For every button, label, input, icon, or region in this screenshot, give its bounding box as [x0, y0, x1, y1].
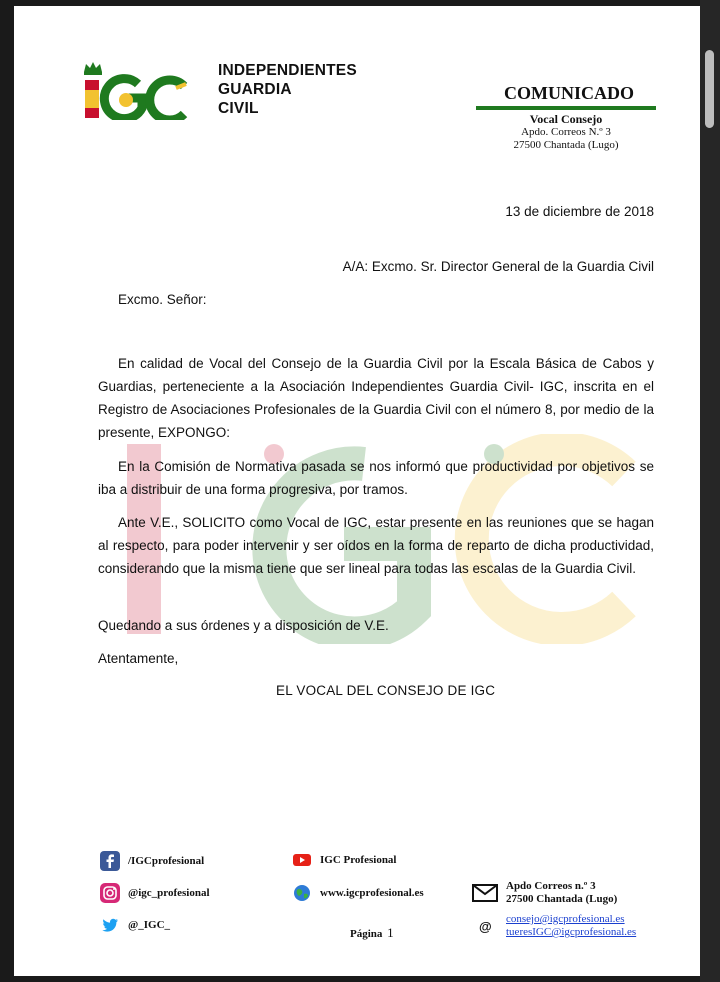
address-line: Apdo Correos n.º 3 — [506, 880, 596, 892]
closing-line: Quedando a sus órdenes y a disposición de V.E. — [98, 618, 389, 633]
heading-divider — [476, 106, 656, 110]
footer-facebook[interactable] — [100, 851, 204, 871]
globe-icon — [292, 883, 312, 903]
signature-line: EL VOCAL DEL CONSEJO DE IGC — [276, 683, 496, 698]
at-icon: @ — [479, 919, 492, 934]
vocal-address-line: Apdo. Correos N.º 3 — [521, 126, 611, 138]
email-links — [506, 913, 636, 939]
email-link[interactable]: tueresIGC@igcprofesional.es — [506, 926, 637, 938]
scrollbar-thumb[interactable] — [705, 50, 714, 128]
page-number — [350, 925, 394, 941]
facebook-handle: /IGCprofesional — [128, 855, 205, 867]
vocal-block — [476, 112, 656, 152]
page-number-value: 1 — [387, 925, 394, 940]
comunicado-heading: COMUNICADO — [504, 83, 634, 103]
closing-line: Atentamente, — [98, 651, 179, 666]
address-line: 27500 Chantada (Lugo) — [506, 893, 618, 905]
org-line: INDEPENDIENTES — [218, 62, 357, 79]
viewer-edge — [700, 0, 720, 982]
email-link[interactable]: consejo@igcprofesional.es — [506, 913, 625, 925]
mail-icon — [472, 884, 498, 902]
vocal-title: Vocal Consejo — [529, 112, 603, 126]
organization-name — [218, 61, 357, 118]
twitter-handle: @_IGC_ — [128, 919, 171, 931]
footer-youtube[interactable] — [292, 852, 397, 868]
instagram-icon — [100, 883, 120, 903]
postal-address — [506, 880, 617, 906]
org-line: CIVIL — [218, 100, 259, 117]
document-page — [14, 6, 700, 976]
instagram-handle: @igc_profesional — [128, 887, 210, 899]
body-paragraph: En calidad de Vocal del Consejo de la Guardia Civil por la Escala Básica de Cabos y Guardias, perteneciente a la Asociación Independientes Guardia Civil- IGC, inscrita en el Registro de Asociaciones Profesionales de la Guardia Civil con el número 8, por medio de la presente, EXPONGO: — [98, 356, 654, 440]
website-url: www.igcprofesional.es — [320, 887, 424, 899]
letter-recipient: A/A: Excmo. Sr. Director General de la Guardia Civil — [342, 259, 654, 274]
igc-logo — [80, 58, 192, 120]
body-paragraph: En la Comisión de Normativa pasada se nos informó que productividad por objetivos se iba a distribuir de una forma progresiva, por tramos. — [98, 459, 654, 497]
page-label: Página — [350, 928, 383, 940]
youtube-channel: IGC Profesional — [320, 854, 397, 866]
body-paragraph: Ante V.E., SOLICITO como Vocal de IGC, estar presente en las reuniones que se hagan al respecto, para poder intervenir y ser oídos en la forma de reparto de dicha productividad, considerando que la misma tiene que ser lineal para todas las escalas de la Guardia Civil. — [98, 515, 654, 576]
letter-salutation: Excmo. Señor: — [118, 292, 207, 307]
crown-icon — [84, 62, 102, 75]
footer-twitter[interactable] — [100, 915, 170, 935]
facebook-icon — [100, 851, 120, 871]
twitter-icon — [100, 915, 120, 935]
footer-instagram[interactable] — [100, 883, 210, 903]
letter-date: 13 de diciembre de 2018 — [505, 204, 654, 219]
vocal-address-line: 27500 Chantada (Lugo) — [513, 139, 619, 151]
youtube-icon — [292, 852, 312, 868]
footer-website[interactable] — [292, 883, 424, 903]
org-line: GUARDIA — [218, 81, 292, 98]
